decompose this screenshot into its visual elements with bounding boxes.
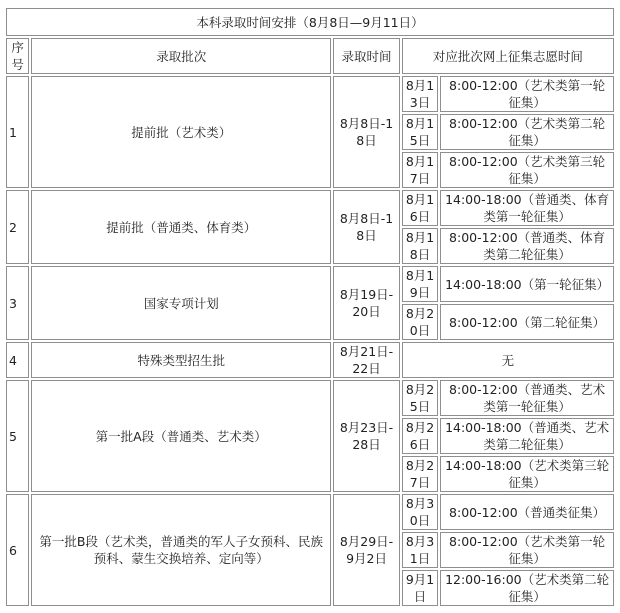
slot-desc: 8:00-12:00（艺术类第一轮征集） <box>440 532 614 568</box>
slot-date: 8月13日 <box>402 76 438 112</box>
row-time: 8月8日-18日 <box>333 190 400 264</box>
slot-date: 8月16日 <box>402 190 438 226</box>
row-batch: 第一批B段（艺术类，普通类的军人子女预科、民族预科、蒙生交换培养、定向等） <box>31 494 331 606</box>
slot-desc: 8:00-12:00（艺术类第一轮征集） <box>440 76 614 112</box>
row-time: 8月23日-28日 <box>333 380 400 492</box>
schedule-container <box>4 6 616 608</box>
slot-date: 8月25日 <box>402 380 438 416</box>
slot-date: 8月17日 <box>402 152 438 188</box>
row-number: 2 <box>6 190 29 264</box>
slot-date: 8月26日 <box>402 418 438 454</box>
slot-desc: 8:00-12:00（普通类、体育类第二轮征集） <box>440 228 614 264</box>
row-batch: 提前批（普通类、体育类） <box>31 190 331 264</box>
title-row <box>6 8 614 36</box>
table-row <box>6 76 614 112</box>
row-time: 8月8日-18日 <box>333 76 400 188</box>
slot-desc: 12:00-16:00（艺术类第二轮征集） <box>440 570 614 606</box>
header-online: 对应批次网上征集志愿时间 <box>402 38 614 74</box>
slot-date: 8月30日 <box>402 494 438 530</box>
row-batch: 第一批A段（普通类、艺术类） <box>31 380 331 492</box>
row-number: 6 <box>6 494 29 606</box>
slot-desc: 14:00-18:00（艺术类第三轮征集） <box>440 456 614 492</box>
row-number: 1 <box>6 76 29 188</box>
slot-date: 9月1日 <box>402 570 438 606</box>
table-row <box>6 342 614 378</box>
header-no: 序号 <box>6 38 29 74</box>
slot-date: 8月18日 <box>402 228 438 264</box>
header-row <box>6 38 614 74</box>
slot-desc: 14:00-18:00（普通类、体育类第一轮征集） <box>440 190 614 226</box>
row-number: 4 <box>6 342 29 378</box>
slot-desc: 8:00-12:00（艺术类第二轮征集） <box>440 114 614 150</box>
slot-desc: 8:00-12:00（艺术类第三轮征集） <box>440 152 614 188</box>
slot-none: 无 <box>402 342 614 378</box>
admission-schedule-table <box>4 6 616 608</box>
slot-date: 8月19日 <box>402 266 438 302</box>
table-row <box>6 190 614 226</box>
header-batch: 录取批次 <box>31 38 331 74</box>
slot-date: 8月20日 <box>402 304 438 340</box>
slot-date: 8月27日 <box>402 456 438 492</box>
row-time: 8月29日-9月2日 <box>333 494 400 606</box>
slot-desc: 8:00-12:00（普通类、艺术类第一轮征集） <box>440 380 614 416</box>
slot-desc: 14:00-18:00（普通类、艺术类第二轮征集） <box>440 418 614 454</box>
row-time: 8月19日-20日 <box>333 266 400 340</box>
header-time: 录取时间 <box>333 38 400 74</box>
table-row <box>6 494 614 530</box>
table-row <box>6 266 614 302</box>
slot-desc: 8:00-12:00（第二轮征集） <box>440 304 614 340</box>
slot-date: 8月15日 <box>402 114 438 150</box>
row-number: 5 <box>6 380 29 492</box>
row-number: 3 <box>6 266 29 340</box>
table-title: 本科录取时间安排（8月8日—9月11日） <box>6 8 614 36</box>
row-batch: 提前批（艺术类） <box>31 76 331 188</box>
slot-desc: 14:00-18:00（第一轮征集） <box>440 266 614 302</box>
slot-desc: 8:00-12:00（普通类征集） <box>440 494 614 530</box>
row-time: 8月21日-22日 <box>333 342 400 378</box>
table-row <box>6 380 614 416</box>
row-batch: 特殊类型招生批 <box>31 342 331 378</box>
row-batch: 国家专项计划 <box>31 266 331 340</box>
slot-date: 8月31日 <box>402 532 438 568</box>
